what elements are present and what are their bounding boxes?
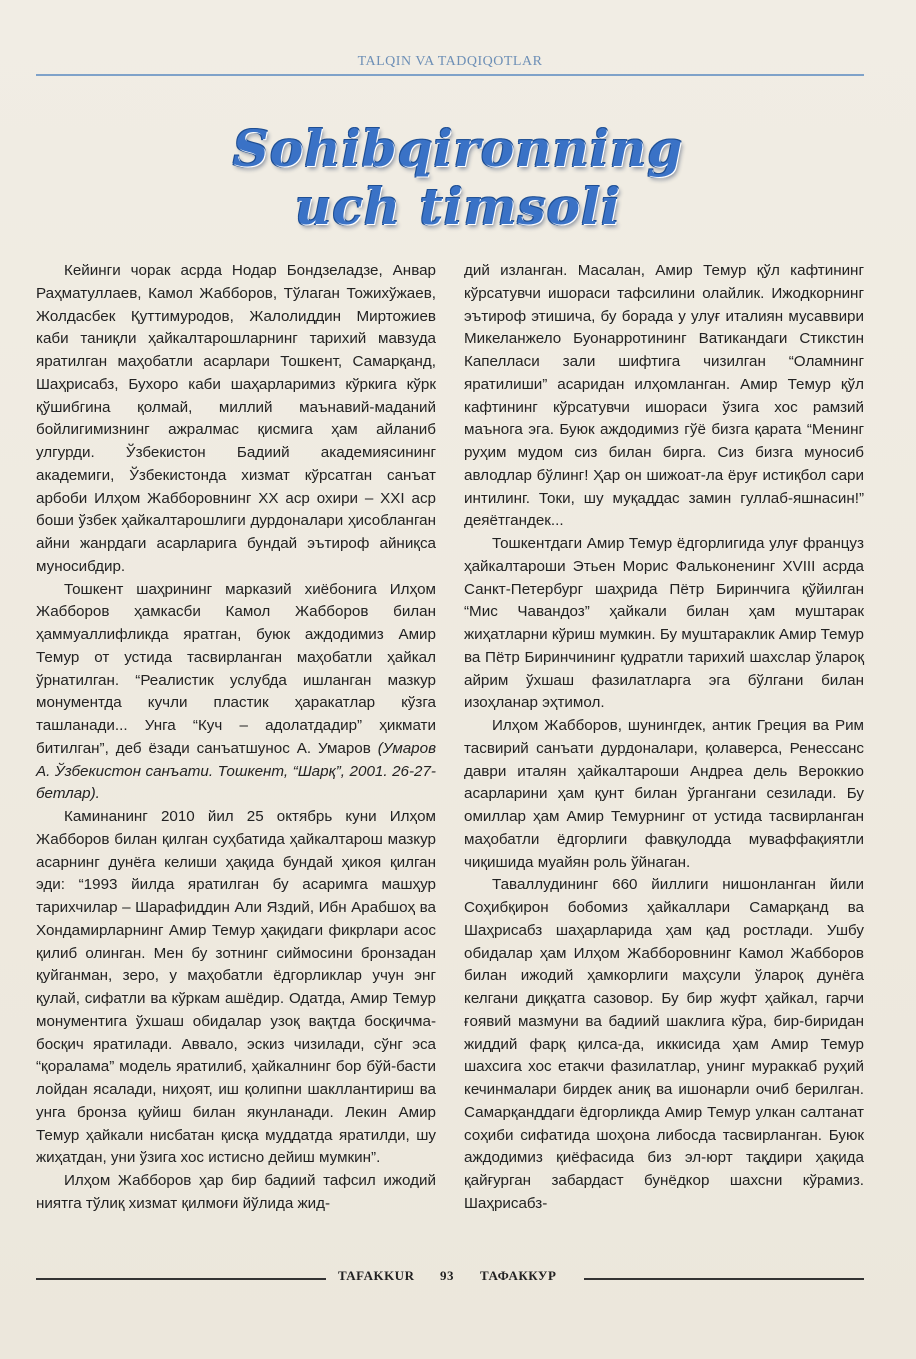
paragraph (36, 1170, 436, 1216)
header-rule (36, 74, 864, 76)
paragraph (36, 806, 436, 1170)
footer-brand-latin: TAFAKKUR (338, 1268, 415, 1283)
paragraph-text: Тошкент шаҳрининг марказий хиёбонига Илҳом Жабборов ҳамкасби Камол Жабборов билан ҳаммуаллифликда яратган, буюк аждодимиз Амир Темур от устида тасвирланган маҳобатли ҳайкал ўрнатилган. “Реалистик услубда ишланган мазкур монументда кучли пластик ҳаракатлар кўзга ташланади... Унга “Куч – адолатдадир” ҳикмати битилган”, деб ёзади санъатшунос А. Умаров (36, 580, 436, 757)
paragraph-text: Таваллудининг 660 йиллиги нишонланган йили Соҳибқирон бобомиз ҳайкаллари Самарқанд ва Шаҳрисабз шаҳарларида ҳам қад ростлади. Ушбу обидалар ҳам Илҳом Жабборовнинг Камол Жабборов билан ижодий ҳамкорлиги маҳсули ўлароқ дунёга келгани диққатга сазовор. Бу бир жуфт ҳайкал, гарчи ғоявий мазмуни ва бадиий шаклига кўра, бир-биридан жиддий фарқ қилса-да, иккисида ҳам Амир Темур шахсига хос етакчи фазилатлар, унинг мураккаб руҳий кечинмалари бирдек аниқ ва ишонарли очиб берилган. Самарқанддаги ёдгорликда Амир Темур улкан салтанат соҳиби сифатида шоҳона либосда тасвирланган. Буюк аждодимиз қиёфасида биз эл-юрт тақдири ҳақида қайғурган забардаст бунёдкор шахсни кўрамиз. Шаҳрисабз- (464, 876, 864, 1212)
footer-rule-right (584, 1278, 864, 1280)
footer-rule-left (36, 1278, 326, 1280)
running-header (36, 54, 864, 76)
left-column (36, 260, 436, 1216)
paragraph-continuation (464, 260, 864, 533)
paragraph-text: Тошкентдаги Амир Темур ёдгорлигида улуғ француз ҳайкалтароши Этьен Морис Фальконенинг XVIII асрда Санкт-Петербург шаҳрида Пётр Биринчига қўйилган “Мис Чавандоз” ҳайкали билан ҳам муштарак жиҳатларни кўриш мумкин. Бу муштараклик Амир Темур ва Пётр Биринчининг қудратли тарихий шахслар ўлароқ айрим ўхшаш фазилатларга эга бўлгани билан изоҳланар эҳтимол. (464, 535, 864, 712)
citation: (Умаров А. Ўзбекистон санъати. Тошкент, “Шарқ”, 2001. 26-27-бетлар). (36, 739, 436, 803)
paragraph-text: Илҳом Жабборов, шунингдек, антик Греция ва Рим тасвирий санъати дурдоналари, қолаверса, Ренессанс даври италян ҳайкалтароши Андреа дель Вероккио асарларини ҳам қунт билан ўргангани сезилади. Бу омиллар ҳам Амир Темурнинг от устида тасвирланган маҳобатли ёдгорлиги фавқулодда муваффақиятли чиқишида муайян роль ўйнаган. (464, 717, 864, 871)
article-title (120, 120, 796, 236)
footer-brand-cyrillic: ТАФАККУР (480, 1268, 557, 1283)
article-title-line-1: Sohibqironning (232, 119, 684, 178)
paragraph-text: дий изланган. Масалан, Амир Темур қўл кафтининг кўрсатувчи ишораси тафсилини олайлик. Ижодкорнинг эътироф этишича, бу борада у улуғ италиян мусаввири Микеланжело Буонарротининг Ватикандаги Стикстин Капелласи зали шифтига чизилган “Оламнинг яратилиши” асаридан илҳомланган. Амир Темур қўл кафтининг кўрсатувчи ишораси ўзига хос рамзий маънога эга. Буюк аждодимиз гўё бизга қарата “Менинг руҳим мудом сиз билан бирга. Сиз бизга муносиб авлодлар бўлинг! Ҳар он шижоат-ла ёруғ истиқбол сари интилинг. Токи, шу муқаддас замин гуллаб-яшнасин!” деяётгандек... (464, 262, 864, 530)
page-number: 93 (440, 1268, 454, 1283)
article-title-line-2: uch timsoli (294, 177, 622, 236)
paragraph-text: Илҳом Жабборов ҳар бир бадиий тафсил ижодий ниятга тўлиқ хизмат қилмоғи йўлида жид- (36, 1172, 436, 1212)
paragraph (36, 260, 436, 579)
right-column (464, 260, 864, 1216)
paragraph-text: Каминанинг 2010 йил 25 октябрь куни Илҳом Жабборов билан қилган суҳбатида ҳайкалтарош мазкур асарнинг дунёга келиши ҳақида бундай ҳикоя қилган эди: “1993 йилда яратилган бу асаримга машҳур тарихчилар – Шарафиддин Али Яздий, Ибн Арабшоҳ ва Хондамирларнинг Амир Темур ҳақидаги фикрлари асос қилиб олинган. Мен бу зотнинг сиймосини бронзадан қуйганман, зеро, у маҳобатли ёдгорликлар учун энг қулай, сифатли ва кўркам ашёдир. Одатда, Амир Темур монументига ўхшаш обидалар узоқ вақтда босқичма-босқич яратилади. Аввало, эскиз чизилади, сўнг эса “қоралама” модель яратилиб, ҳайкалнинг бор бўй-басти лойдан ясалади, ниҳоят, иш қолипни шакллантириш ва унга бронза қуйиш билан якунланади. Лекин Амир Темур ҳайкали нисбатан қисқа муддатда яратилди, шу жиҳатдан, уни ўзига хос истисно дейиш мумкин”. (36, 808, 436, 1167)
running-header-title: TALQIN VA TADQIQOTLAR (357, 54, 543, 69)
paragraph (36, 579, 436, 807)
paragraph (464, 715, 864, 874)
paragraph (464, 533, 864, 715)
paragraph-text: Кейинги чорак асрда Нодар Бондзеладзе, Анвар Раҳматуллаев, Камол Жабборов, Тўлаган Тожихўжаев, Жолдасбек Қуттимуродов, Жалолиддин Миртожиев каби таниқли ҳайкалтарошларнинг тарихий мавзуда яратилган маҳобатли асарлари Тошкент, Самарқанд, Шаҳрисабз, Бухоро каби шаҳарларимиз кўркига кўрк қўшибгина қолмай, миллий маънавий-маданий бойлигимизнинг ажралмас қисмига ҳам айланиб улгурди. Ўзбекистон Бадиий академиясининг академиги, Ўзбекистонда хизмат кўрсатган санъат арбоби Илҳом Жабборовнинг XX аср охири – XXI аср боши ўзбек ҳайкалтарошлиги дурдоналари ҳисобланган айни жанрдаги асарларига бундай эътироф айниқса муносибдир. (36, 262, 436, 575)
paragraph (464, 874, 864, 1215)
page-footer (36, 1268, 864, 1290)
